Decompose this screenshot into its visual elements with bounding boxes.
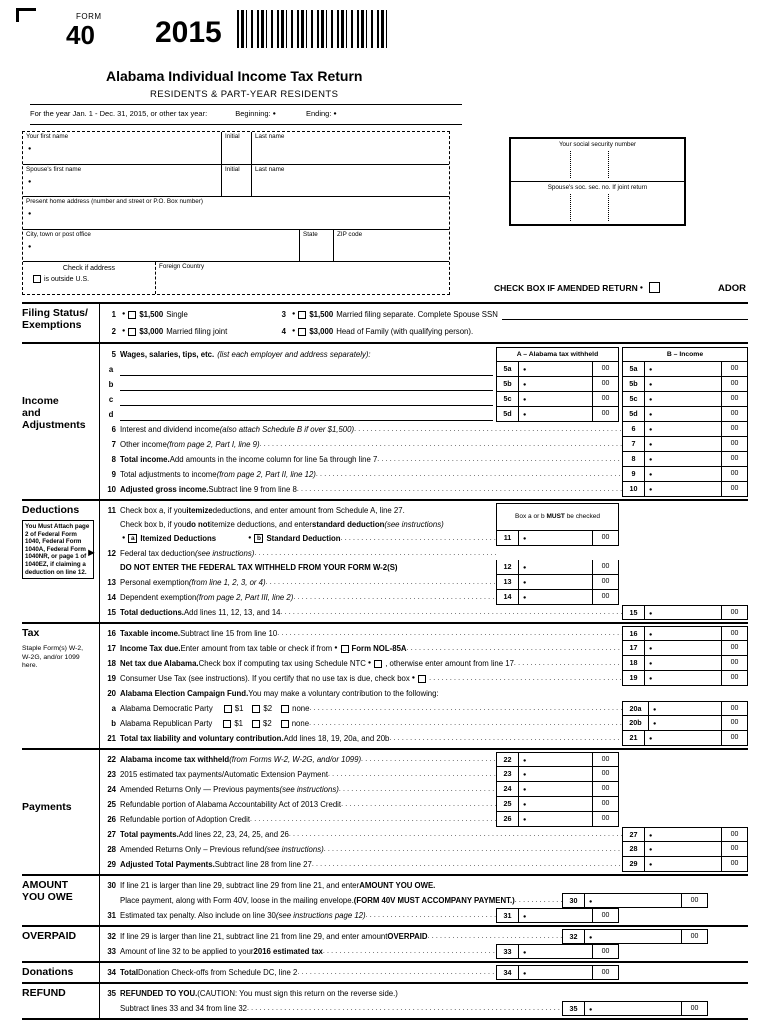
form-line-32: 32 If line 29 is larger than line 21, subtract line 21 from line 29, and enter amount OVERPAID ..... 32 ● 00	[104, 929, 748, 944]
dot-leader	[341, 797, 496, 812]
entry-bullet: ●	[523, 758, 527, 764]
ssn-box	[509, 137, 686, 226]
dot-leader	[297, 965, 496, 980]
wage-row-d: d 5d ● 00 5d ● 00	[104, 407, 748, 422]
line-12-warning: DO NOT ENTER THE FEDERAL TAX WITHHELD FROM YOUR FORM W-2(S) 12 ● 00	[104, 560, 748, 575]
entry-bullet: ●	[523, 950, 527, 956]
line-12-pointer-arrow: ►	[86, 547, 97, 559]
line-15-amount-cell[interactable]: 15 ● 00	[622, 605, 748, 620]
entry-bullet: ●	[28, 146, 32, 152]
dot-leader	[514, 656, 622, 671]
section-filing-status	[22, 302, 748, 342]
republican-none-checkbox[interactable]	[281, 720, 289, 728]
dot-leader	[341, 531, 496, 546]
dot-leader	[260, 437, 622, 452]
period-text: For the year Jan. 1 - Dec. 31, 2015, or other tax year:	[30, 109, 208, 118]
line-7-amount-cell[interactable]: 7 ● 00	[622, 437, 748, 452]
entry-bullet: ●	[649, 611, 653, 617]
foreign-row	[23, 261, 449, 294]
city-field[interactable]: City, town or post office ●	[26, 230, 91, 250]
line-30-text: 30 If line 21 is larger than line 29, subtract line 29 from line 21, and enter AMOUNT YOU OWE.	[107, 881, 436, 890]
ssn-digit-separator	[570, 151, 571, 178]
line-5d-income-cell[interactable]: 5d ● 00	[622, 407, 748, 422]
married-separate-checkbox[interactable]	[298, 311, 306, 319]
registration-corner-mark	[16, 8, 36, 22]
line-25-amount-cell[interactable]: 25 ● 00	[496, 797, 619, 812]
entry-bullet: ●	[589, 1007, 593, 1013]
tax-period-row	[30, 109, 462, 118]
wage-row-a: a 5a ● 00 5a ● 00	[104, 362, 748, 377]
deductions-label: Deductions You Must Attach page 2 of Federal Form 1040, Federal Form 1040A, Federal Form 1040NR, or page 1 of 1040EZ, if claiming a deduction on line 12.	[22, 501, 100, 622]
form-line-20: 20 Alabama Election Campaign Fund. You may make a voluntary contribution to the following:	[107, 689, 439, 698]
form-line-14: 14 Dependent exemption (from page 2, Part III, line 2) ..... 14 ● 00	[104, 590, 748, 605]
spouse-initial-field[interactable]: Initial	[221, 165, 251, 197]
line-11-text-2: Check box b, if you do not itemize deductions, and enter standard deduction (see instructions)	[120, 519, 444, 529]
democratic-2-checkbox[interactable]	[252, 705, 260, 713]
entry-bullet: ●	[122, 535, 126, 541]
form-number: 40	[66, 20, 95, 50]
amended-return-row	[494, 282, 663, 293]
itemized-checkbox[interactable]: a	[128, 534, 137, 543]
form-line-13: 13 Personal exemption (from line 1, 2, 3, or 4) ..... 13 ● 00	[104, 575, 748, 590]
republican-1-checkbox[interactable]	[223, 720, 231, 728]
dot-leader	[281, 605, 623, 620]
section-payments	[22, 748, 748, 874]
line-29-amount-cell[interactable]: 29 ● 00	[622, 857, 748, 872]
nol-85a-checkbox[interactable]	[341, 645, 349, 653]
spouse-name-row	[23, 164, 449, 197]
entry-bullet: ●	[122, 311, 126, 317]
form-line-26: 26 Refundable portion of Adoption Credit ..... 26 ● 00	[104, 812, 748, 827]
line-24-amount-cell[interactable]: 24 ● 00	[496, 782, 619, 797]
entry-bullet: ●	[589, 899, 593, 905]
married-joint-checkbox[interactable]	[128, 328, 136, 336]
dot-leader	[312, 857, 622, 872]
ssn-digit-separator	[608, 151, 609, 178]
entry-bullet: ●	[649, 736, 653, 742]
header-rule	[30, 124, 462, 125]
filing-row-1: 1 ● $1,500 Single 3 ● $1,500 Married filing separate. Complete Spouse SSN	[104, 306, 748, 323]
dot-leader	[250, 812, 496, 827]
employer-writein-line[interactable]	[120, 394, 493, 406]
form-line-20a: a Alabama Democratic Party $1 $2 none ..... 20a ● 00	[104, 701, 748, 716]
dot-leader	[289, 827, 622, 842]
line-35-amount-cell[interactable]: 35 ● 00	[562, 1001, 708, 1016]
line-20a-amount-cell[interactable]: 20a ● 00	[622, 701, 748, 716]
entry-bullet: ●	[523, 971, 527, 977]
entry-bullet: ●	[653, 707, 657, 713]
form-title: Alabama Individual Income Tax Return	[106, 68, 363, 84]
dot-leader	[316, 467, 622, 482]
entry-bullet: ●	[649, 847, 653, 853]
line-10-amount-cell[interactable]: 10 ● 00	[622, 482, 748, 497]
dot-leader	[429, 671, 622, 686]
section-donations	[22, 961, 748, 982]
entry-bullet: ●	[28, 178, 32, 185]
dot-leader	[254, 546, 496, 561]
ador-label: ADOR	[718, 283, 746, 294]
section-deductions	[22, 499, 748, 622]
line-18-amount-cell[interactable]: 18 ● 00	[622, 656, 748, 671]
your-initial-field[interactable]: Initial	[221, 132, 251, 164]
form-body	[22, 302, 748, 1020]
ssn-digit-separator	[570, 194, 571, 221]
entry-bullet: ●	[649, 457, 653, 463]
section-tax	[22, 622, 748, 748]
single-checkbox[interactable]	[128, 311, 136, 319]
line-14-amount-cell[interactable]: 14 ● 00	[496, 590, 619, 605]
form-line-16: 16 Taxable income. Subtract line 15 from line 10 ..... 16 ● 00	[104, 626, 748, 641]
overpaid-label: OVERPAID	[22, 927, 100, 961]
entry-bullet: ●	[367, 660, 372, 666]
header-rule	[30, 104, 462, 105]
entry-bullet: ●	[649, 427, 653, 433]
dot-leader	[366, 908, 496, 923]
entry-bullet: ●	[122, 328, 126, 334]
line-22-amount-cell[interactable]: 22 ● 00	[496, 752, 619, 767]
entry-bullet: ●	[523, 914, 527, 920]
beginning-label: Beginning:	[235, 109, 271, 118]
entry-bullet: ●	[28, 211, 32, 218]
line-35-text: 35 REFUNDED TO YOU. (CAUTION: You must sign this return on the reverse side.)	[107, 989, 398, 998]
dot-leader	[328, 767, 496, 782]
entry-bullet: ●	[272, 110, 276, 117]
line-5a-withheld-cell[interactable]: 5a ● 00	[496, 362, 619, 377]
filing-row-2: 2 ● $3,000 Married filing joint 4 ● $3,000 Head of Family (with qualifying person).	[104, 323, 748, 340]
form-line-25: 25 Refundable portion of Alabama Accountability Act of 2013 Credit ..... 25 ● 00	[104, 797, 748, 812]
employer-writein-line[interactable]	[120, 364, 493, 376]
dot-leader	[407, 641, 622, 656]
form-line-17: 17 Income Tax due. Enter amount from tax table or check if from ● Form NOL-85A ..... 17 ● 00	[104, 641, 748, 656]
entry-bullet: ●	[649, 676, 653, 682]
entry-bullet: ●	[523, 802, 527, 808]
line-31-amount-cell[interactable]: 31 ● 00	[496, 908, 619, 923]
taxpayer-info-block	[22, 131, 450, 295]
line-5d-withheld-cell[interactable]: 5d ● 00	[496, 407, 619, 422]
single-label: Single	[166, 310, 188, 319]
line-6-amount-cell[interactable]: 6 ● 00	[622, 422, 748, 437]
entry-bullet: ●	[649, 632, 653, 638]
line-5a-income-cell[interactable]: 5a ● 00	[622, 362, 748, 377]
your-ssn-input[interactable]	[511, 148, 684, 181]
dot-leader	[515, 893, 562, 908]
line-30-amount-cell[interactable]: 30 ● 00	[562, 893, 708, 908]
form-line-35: Subtract lines 33 and 34 from line 32 ..... 35 ● 00	[104, 1001, 748, 1016]
line-12-text: 12 Federal tax deduction (see instructions) .....	[104, 546, 748, 560]
line-23-amount-cell[interactable]: 23 ● 00	[496, 767, 619, 782]
line-9-amount-cell[interactable]: 9 ● 00	[622, 467, 748, 482]
line-5b-withheld-cell[interactable]: 5b ● 00	[496, 377, 619, 392]
entry-bullet: ●	[333, 110, 337, 117]
line-12-amount-cell[interactable]: 12 ● 00	[496, 560, 619, 575]
entry-bullet: ●	[649, 833, 653, 839]
state-field[interactable]: State	[299, 230, 333, 262]
entry-bullet: ●	[523, 787, 527, 793]
zip-field[interactable]: ZIP code	[333, 230, 449, 262]
entry-bullet: ●	[523, 382, 527, 388]
entry-bullet: ●	[639, 284, 644, 291]
entry-bullet: ●	[292, 311, 296, 317]
entry-bullet: ●	[589, 935, 593, 941]
dot-leader	[277, 626, 622, 641]
democratic-none-checkbox[interactable]	[281, 705, 289, 713]
married-separate-label: Married filing separate. Complete Spouse SSN	[336, 310, 498, 319]
form-line-9: 9 Total adjustments to income (from page 2, Part II, line 12) ..... 9 ● 00	[104, 467, 748, 482]
dot-leader	[389, 731, 622, 746]
line-5b-income-cell[interactable]: 5b ● 00	[622, 377, 748, 392]
line-26-amount-cell[interactable]: 26 ● 00	[496, 812, 619, 827]
entry-bullet: ●	[649, 367, 653, 373]
form-line-7: 7 Other income (from page 2, Part I, line 9) ..... 7 ● 00	[104, 437, 748, 452]
payments-label: Payments	[22, 750, 100, 874]
employer-writein-line[interactable]	[120, 379, 493, 391]
form-line-20b: b Alabama Republican Party $1 $2 none ..... 20b ● 00	[104, 716, 748, 731]
filing-status-label: Filing Status/ Exemptions	[22, 304, 100, 342]
column-b-header: B – Income	[622, 347, 748, 362]
wage-row-b: b 5b ● 00 5b ● 00	[104, 377, 748, 392]
form-line-19: 19 Consumer Use Tax (see instructions). If you certify that no use tax is due, check box ● ..... 19 ● 00	[104, 671, 748, 686]
column-a-header: A – Alabama tax withheld	[496, 347, 619, 362]
dot-leader	[354, 422, 622, 437]
entry-bullet: ●	[523, 412, 527, 418]
address-row	[23, 196, 449, 229]
your-ssn-label: Your social security number	[558, 141, 637, 148]
dot-leader	[266, 575, 496, 590]
section-overpaid	[22, 925, 748, 961]
employer-writein-line[interactable]	[120, 409, 493, 421]
form-line-31: 31 Estimated tax penalty. Also include on line 30 (see instructions page 12) ..... 31 ● 00	[104, 908, 748, 923]
dot-leader	[323, 944, 496, 959]
form-line-30: Place payment, along with Form 40V, loose in the mailing envelope. (FORM 40V MUST ACCOMPANY PAYMENT.) ..... 30 ● 00	[104, 893, 748, 908]
form-line-21: 21 Total tax liability and voluntary contribution. Add lines 18, 19, 20a, and 20b ..... 21 ● 00	[104, 731, 748, 746]
entry-bullet: ●	[523, 397, 527, 403]
tax-label: Tax Staple Form(s) W-2, W-2G, and/or 1099 here.	[22, 624, 100, 748]
amount-you-owe-label: AMOUNT YOU OWE	[22, 876, 100, 925]
line-17-amount-cell[interactable]: 17 ● 00	[622, 641, 748, 656]
republican-2-checkbox[interactable]	[252, 720, 260, 728]
entry-bullet: ●	[649, 442, 653, 448]
entry-bullet: ●	[523, 367, 527, 373]
form-line-29: 29 Adjusted Total Payments. Subtract line 28 from line 27 ..... 29 ● 00	[104, 857, 748, 872]
standard-checkbox[interactable]: b	[254, 534, 263, 543]
entry-bullet: ●	[248, 535, 252, 541]
spouse-last-name-field[interactable]: Last name	[251, 165, 449, 197]
donations-label: Donations	[22, 963, 100, 982]
your-first-name-field[interactable]: Your first name ●	[26, 133, 69, 152]
spouse-ssn-label: Spouse's soc. sec. no. If joint return	[547, 184, 648, 191]
form-line-24: 24 Amended Returns Only — Previous payments (see instructions) ..... 24 ● 00	[104, 782, 748, 797]
home-address-field[interactable]: Present home address (number and street or P.O. Box number) ●	[26, 198, 203, 218]
form-line-22: 22 Alabama income tax withheld (from Forms W-2, W-2G, and/or 1099) ..... 22 ● 00	[104, 752, 748, 767]
section-income	[22, 342, 748, 499]
entry-bullet: ●	[653, 721, 657, 727]
amended-checkbox[interactable]	[649, 282, 660, 293]
line-20b-amount-cell[interactable]: 20b ● 00	[622, 716, 748, 731]
line-19-amount-cell[interactable]: 19 ● 00	[622, 671, 748, 686]
line-21-amount-cell[interactable]: 21 ● 00	[622, 731, 748, 746]
line-27-amount-cell[interactable]: 27 ● 00	[622, 827, 748, 842]
income-label: Income and Adjustments	[22, 344, 100, 499]
outside-us-checkbox[interactable]	[33, 275, 41, 283]
form-line-10: 10 Adjusted gross income. Subtract line 9 from line 8 ..... 10 ● 00	[104, 482, 748, 497]
form-line-33: 33 Amount of line 32 to be applied to your 2016 estimated tax ..... 33 ● 00	[104, 944, 748, 959]
form-line-6: 6 Interest and dividend income (also attach Schedule B if over $1,500) ..... 6 ● 00	[104, 422, 748, 437]
ending-label: Ending:	[305, 109, 332, 118]
democratic-1-checkbox[interactable]	[224, 705, 232, 713]
first-name-row	[23, 132, 449, 164]
entry-bullet: ●	[649, 472, 653, 478]
line-11-amount-cell[interactable]: 11 ● 00	[496, 531, 619, 546]
entry-bullet: ●	[523, 595, 527, 601]
entry-bullet: ●	[523, 772, 527, 778]
outside-us-cell	[23, 262, 155, 294]
dot-leader	[309, 716, 622, 731]
entry-bullet: ●	[649, 661, 653, 667]
dot-leader	[293, 590, 496, 605]
ssn-digit-separator	[608, 194, 609, 221]
wage-row-c: c 5c ● 00 5c ● 00	[104, 392, 748, 407]
entry-bullet: ●	[523, 536, 527, 542]
entry-bullet: ●	[649, 646, 653, 652]
line-5c-income-cell[interactable]: 5c ● 00	[622, 392, 748, 407]
section-amount-you-owe	[22, 874, 748, 925]
dot-leader	[428, 929, 562, 944]
form-word: FORM	[76, 12, 102, 21]
entry-bullet: ●	[523, 580, 527, 586]
spouse-ssn-writein[interactable]	[502, 309, 748, 320]
married-joint-label: Married filing joint	[166, 327, 228, 336]
dot-leader	[339, 782, 496, 797]
line-16-amount-cell[interactable]: 16 ● 00	[622, 626, 748, 641]
entry-bullet: ●	[649, 862, 653, 868]
entry-bullet: ●	[523, 565, 527, 571]
entry-bullet: ●	[334, 645, 338, 651]
entry-bullet: ●	[411, 675, 416, 681]
outside-us-label: is outside U.S.	[44, 275, 90, 283]
box-a-or-b-note: Box a or b MUST be checked	[496, 503, 619, 531]
entry-bullet: ●	[649, 412, 653, 418]
refund-label: REFUND	[22, 984, 100, 1018]
form-line-18: 18 Net tax due Alabama. Check box if computing tax using Schedule NTC ● , otherwise enter amount from line 17 ..... 18 ● 00	[104, 656, 748, 671]
no-use-tax-checkbox[interactable]	[418, 675, 426, 683]
entry-bullet: ●	[292, 328, 296, 334]
entry-bullet: ●	[649, 397, 653, 403]
form-line-34: 34 Total Donation Check-offs from Schedule DC, line 2 ..... 34 ● 00	[104, 965, 748, 980]
line-5-header: 5 Wages, salaries, tips, etc. (list each employer and address separately): A – Alabama tax withheld B – Income	[104, 346, 748, 362]
dot-leader	[297, 482, 622, 497]
line-33-amount-cell[interactable]: 33 ● 00	[496, 944, 619, 959]
line-34-amount-cell[interactable]: 34 ● 00	[496, 965, 619, 980]
entry-bullet: ●	[28, 243, 32, 250]
line-11-checkboxes: ● a Itemized Deductions ● b Standard Deduction ..... 11 ● 00	[104, 531, 748, 546]
tax-year: 2015	[155, 16, 222, 49]
head-of-family-checkbox[interactable]	[298, 328, 306, 336]
your-last-name-field[interactable]: Last name	[251, 132, 449, 164]
line-32-amount-cell[interactable]: 32 ● 00	[562, 929, 708, 944]
form-line-23: 23 2015 estimated tax payments/Automatic Extension Payment ..... 23 ● 00	[104, 767, 748, 782]
entry-bullet: ●	[649, 487, 653, 493]
city-state-zip-row	[23, 229, 449, 262]
attachment-note: You Must Attach page 2 of Federal Form 1040, Federal Form 1040A, Federal Form 1040NR, or page 1 of 1040EZ, if claiming a deduction on line 12.	[22, 520, 94, 579]
line-5c-withheld-cell[interactable]: 5c ● 00	[496, 392, 619, 407]
foreign-country-field[interactable]: Foreign Country	[155, 262, 449, 294]
entry-bullet: ●	[523, 817, 527, 823]
spouse-first-name-field[interactable]: Spouse's first name ●	[26, 165, 82, 185]
check-if-address-label: Check if address	[62, 265, 116, 273]
form-line-8: 8 Total income. Add amounts in the income column for line 5a through line 7 ..... 8 ● 00	[104, 452, 748, 467]
form-line-27: 27 Total payments. Add lines 22, 23, 24, 25, and 26 ..... 27 ● 00	[104, 827, 748, 842]
line-11-text-1: 11 Check box a, if you itemize deductions, and enter amount from Schedule A, line 27.	[107, 505, 405, 515]
schedule-ntc-checkbox[interactable]	[374, 660, 382, 668]
line-28-amount-cell[interactable]: 28 ● 00	[622, 842, 748, 857]
spouse-ssn-input[interactable]	[511, 191, 684, 224]
barcode	[237, 10, 389, 48]
line-8-amount-cell[interactable]: 8 ● 00	[622, 452, 748, 467]
dot-leader	[247, 1001, 562, 1016]
head-of-family-label: Head of Family (with qualifying person).	[336, 327, 474, 336]
amended-label: CHECK BOX IF AMENDED RETURN	[494, 282, 638, 293]
dot-leader	[324, 842, 622, 857]
staple-note: Staple Form(s) W-2, W-2G, and/or 1099 here.	[22, 645, 84, 669]
section-refund	[22, 982, 748, 1018]
dot-leader	[309, 701, 622, 716]
dot-leader	[377, 452, 622, 467]
form-line-15: 15 Total deductions. Add lines 11, 12, 13, and 14 ..... 15 ● 00	[104, 605, 748, 620]
line-13-amount-cell[interactable]: 13 ● 00	[496, 575, 619, 590]
entry-bullet: ●	[649, 382, 653, 388]
dot-leader	[361, 752, 496, 767]
form-line-28: 28 Amended Returns Only – Previous refund (see instructions) ..... 28 ● 00	[104, 842, 748, 857]
form-subtitle: RESIDENTS & PART-YEAR RESIDENTS	[150, 89, 339, 100]
